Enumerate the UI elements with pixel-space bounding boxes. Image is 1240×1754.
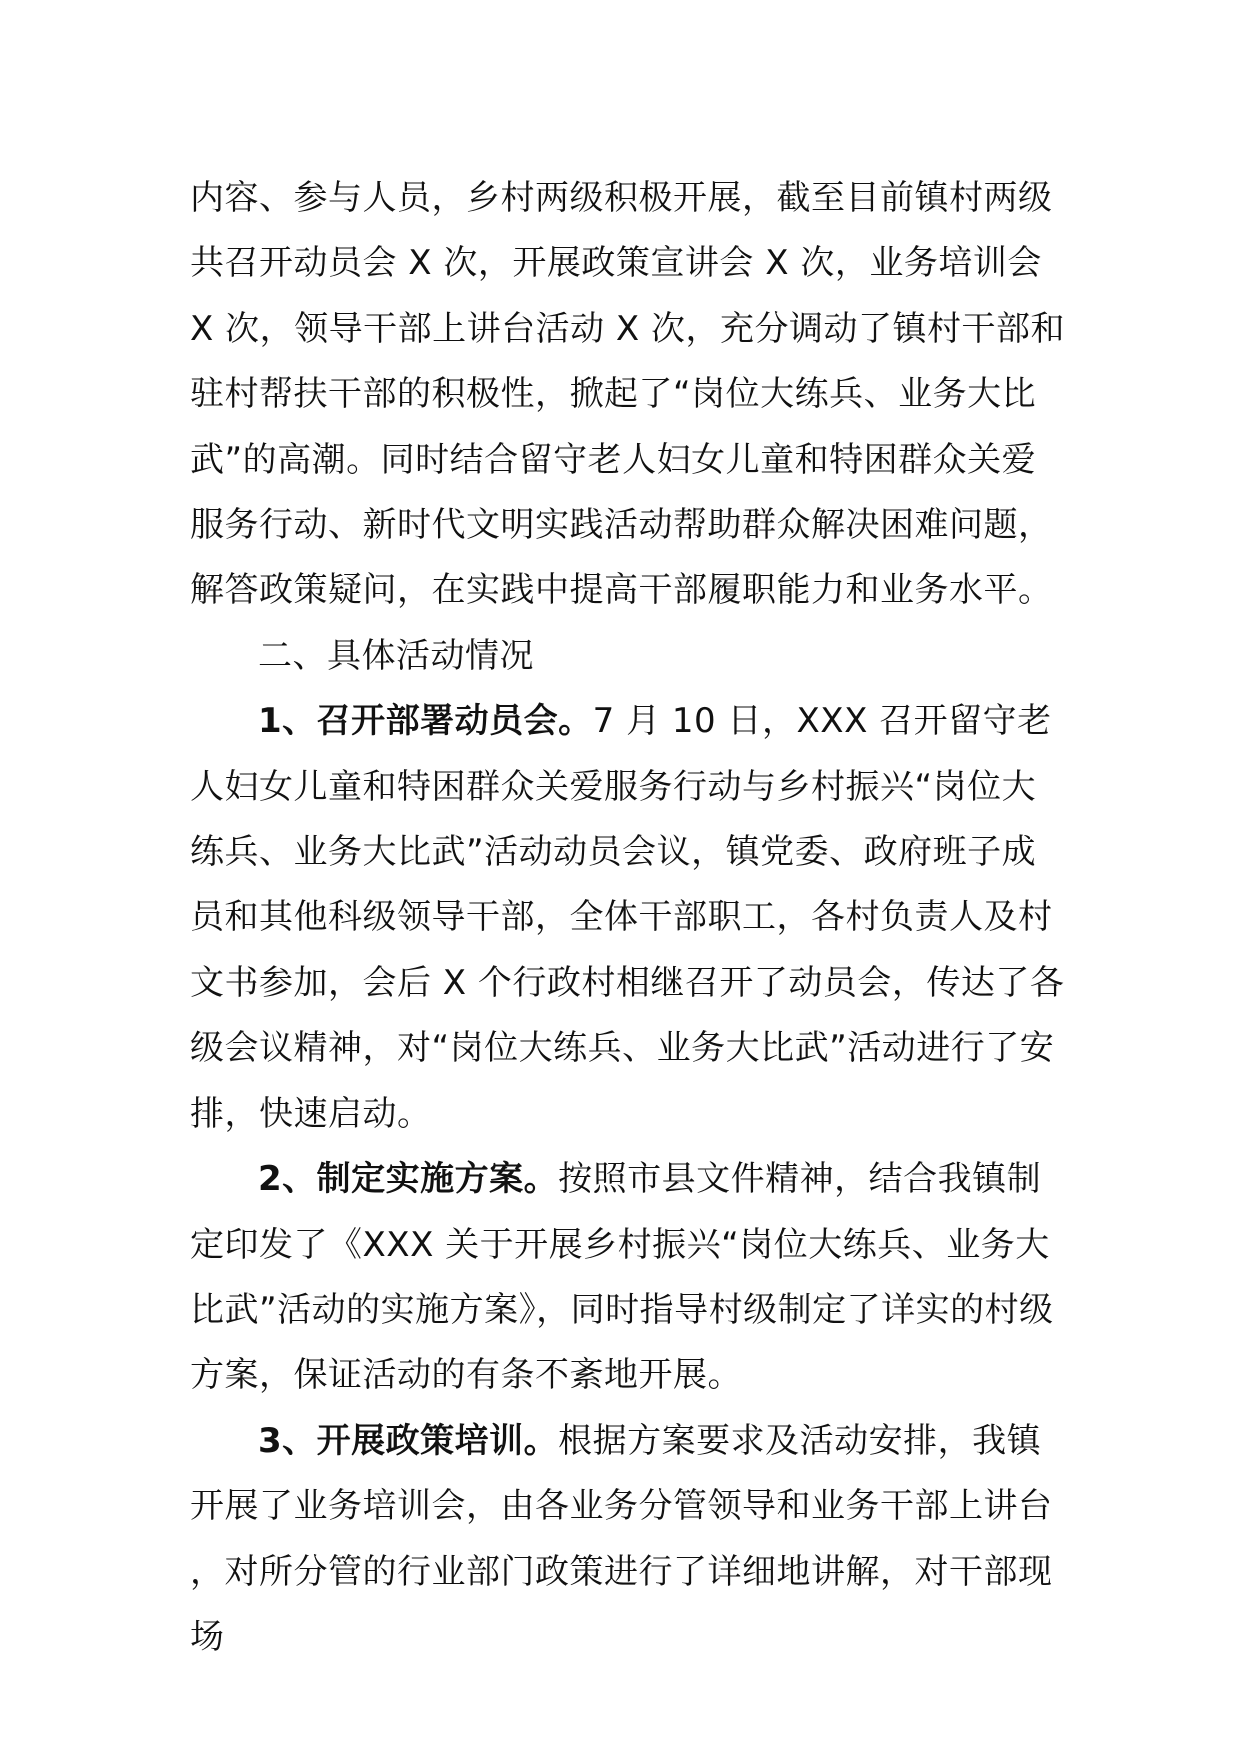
item-2-text: 按照市县文件精神，结合我镇制定印发了《XXX 关于开展乡村振兴“岗位大练兵、业务大比武”活动的实施方案》，同时指导村级制定了详实的村级方案，保证活动的有条不紊地开展。 [190, 1159, 1054, 1396]
section-heading [190, 624, 1070, 689]
document-body [190, 166, 1070, 1670]
paragraph-item-2 [190, 1147, 1070, 1409]
paragraph-item-1 [190, 689, 1070, 1147]
paragraph-item-3 [190, 1409, 1070, 1671]
section-heading-text: 二、具体活动情况 [258, 635, 534, 676]
item-3-lead: 3、开展政策培训。 [258, 1420, 559, 1461]
paragraph-text: 内容、参与人员，乡村两级积极开展，截至目前镇村两级共召开动员会 X 次，开展政策宣讲会 X 次，业务培训会 X 次，领导干部上讲台活动 X 次，充分调动了镇村干部和驻村帮扶干部的积极性，掀起了“岗位大练兵、业务大比武”的高潮。同时结合留守老人妇女儿童和特困群众关爱服务行动、新时代文明实践活动帮助群众解决困难问题，解答政策疑问，在实践中提高干部履职能力和业务水平。 [190, 178, 1066, 611]
item-2-lead: 2、制定实施方案。 [258, 1159, 559, 1200]
item-3-text: 根据方案要求及活动安排，我镇开展了业务培训会，由各业务分管领导和业务干部上讲台，对所分管的行业部门政策进行了详细地讲解，对干部现场 [190, 1420, 1053, 1657]
paragraph-continued [190, 166, 1070, 624]
item-1-text: 7 月 10 日，XXX 召开留守老人妇女儿童和特困群众关爱服务行动与乡村振兴“岗位大练兵、业务大比武”活动动员会议，镇党委、政府班子成员和其他科级领导干部，全体干部职工，各村负责人及村文书参加，会后 X 个行政村相继召开了动员会，传达了各级会议精神，对“岗位大练兵、业务大比武”活动进行了安排，快速启动。 [190, 701, 1065, 1134]
item-1-lead: 1、召开部署动员会。 [258, 701, 593, 742]
